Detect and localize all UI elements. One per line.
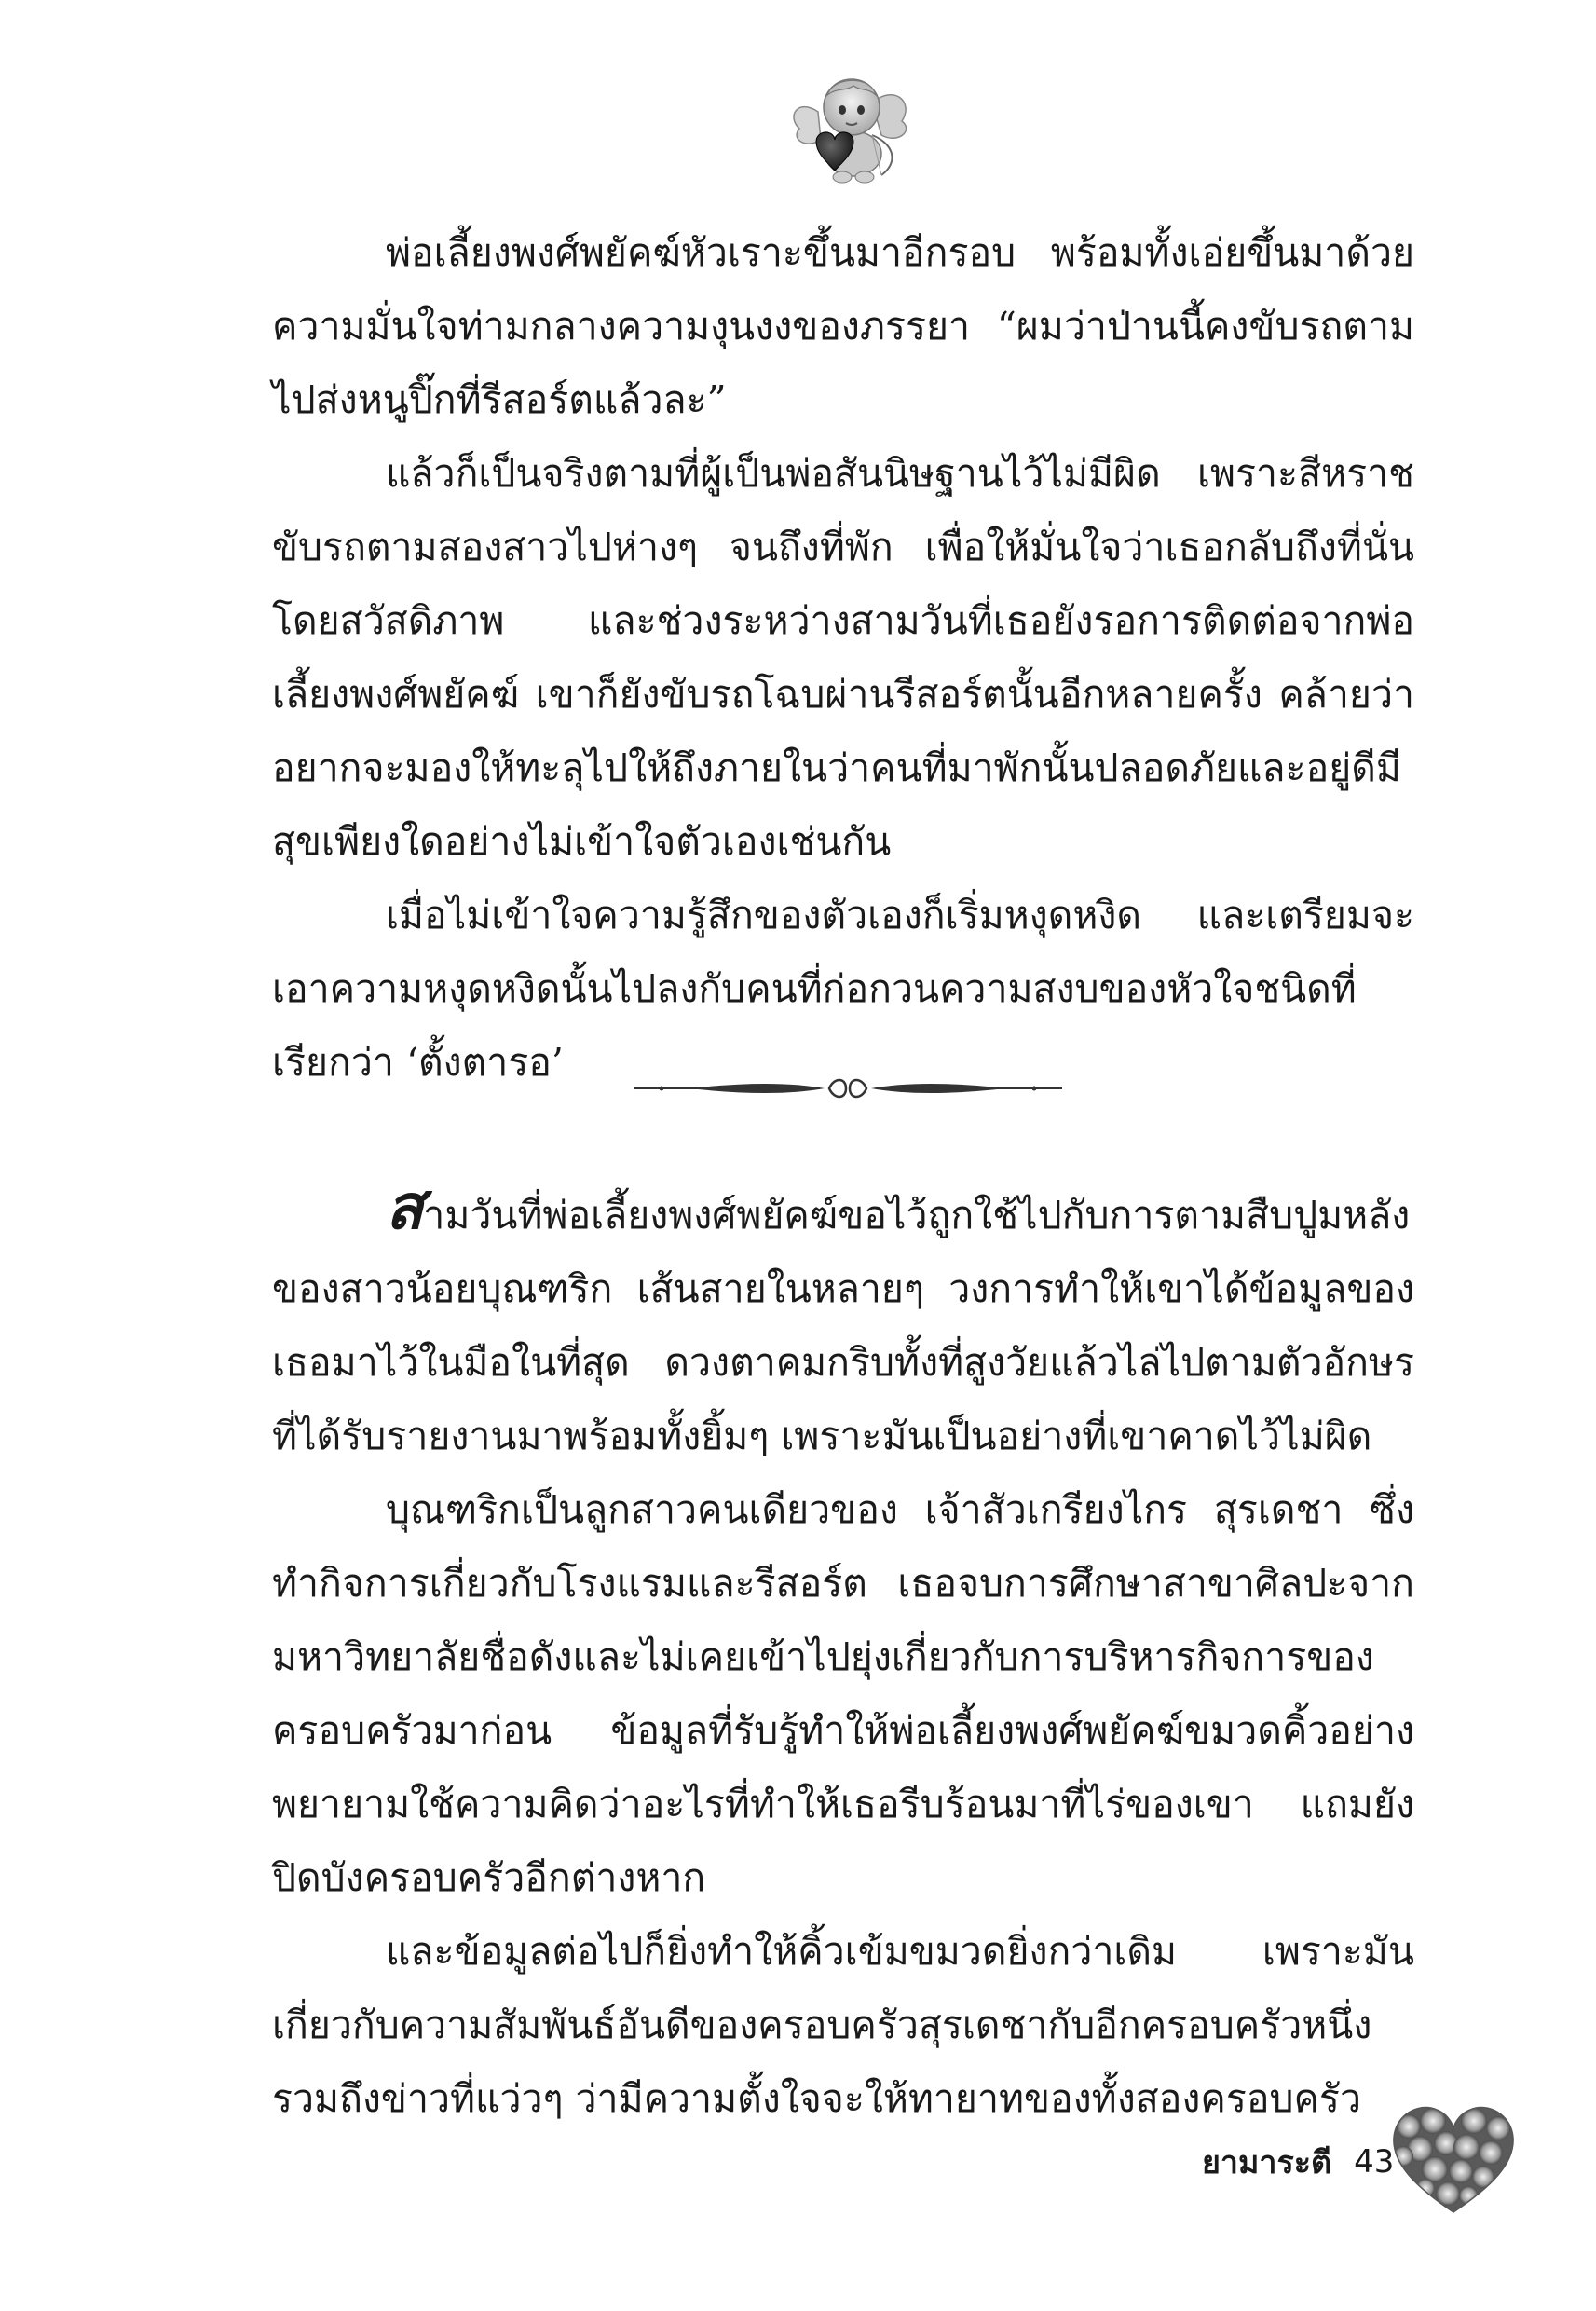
paragraph: พ่อเลี้ยงพงศ์พยัคฆ์หัวเราะขึ้นมาอีกรอบ พร้อมทั้งเอ่ยขึ้นมาด้วยความมั่นใจท่ามกลางความงุนงงของภรรยา “ผมว่าป่านนี้คงขับรถตามไปส่งหนูปิ๊กที่รีสอร์ตแล้วละ” — [272, 230, 1414, 422]
text-section-lower — [272, 1171, 1414, 2136]
page-number: 43 — [1354, 2143, 1395, 2181]
paragraph: เมื่อไม่เข้าใจความรู้สึกของตัวเองก็เริ่มหงุดหงิด และเตรียมจะเอาความหงุดหงิดนั้นไปลงกับคนที่ก่อกวนความสงบของหัวใจชนิดที่เรียกว่า ‘ตั้งตารอ’ — [272, 893, 1414, 1085]
paragraph: และข้อมูลต่อไปก็ยิ่งทำให้คิ้วเข้มขมวดยิ่งกว่าเดิม เพราะมันเกี่ยวกับความสัมพันธ์อันดีของครอบครัวสุรเดชากับอีกครอบครัวหนึ่งรวมถึงข่าวที่แว่วๆ ว่ามีความตั้งใจจะให้ทายาทของทั้งสองครอบครัว — [272, 1929, 1414, 2121]
flower-heart-icon — [1388, 2099, 1519, 2220]
drop-cap: ส — [386, 1171, 424, 1243]
page-footer — [1202, 2134, 1394, 2190]
text-section-upper — [272, 216, 1414, 1100]
paragraph: บุณฑริกเป็นลูกสาวคนเดียวของ เจ้าสัวเกรียงไกร สุรเดชา ซึ่งทำกิจการเกี่ยวกับโรงแรมและรีสอร์ต เธอจบการศึกษาสาขาศิลปะจากมหาวิทยาลัยชื่อดังและไม่เคยเข้าไปยุ่งเกี่ยวกับการบริหารกิจการของครอบครัวมาก่อน ข้อมูลที่รับรู้ทำให้พ่อเลี้ยงพงศ์พยัคฆ์ขมวดคิ้วอย่างพยายามใช้ความคิดว่าอะไรที่ทำให้เธอรีบร้อนมาที่ไร่ของเขา แถมยังปิดบังครอบครัวอีกต่างหาก — [272, 1487, 1414, 1900]
ornamental-divider-icon — [634, 1072, 1062, 1105]
paragraph-with-dropcap — [272, 1171, 1414, 1473]
dropcap-paragraph-text: ามวันที่พ่อเลี้ยงพงศ์พยัคฆ์ขอไว้ถูกใช้ไปกับการตามสืบปูมหลังของสาวน้อยบุณฑริก เส้นสายในหลายๆ วงการทำให้เขาได้ข้อมูลของเธอมาไว้ในมือในที่สุด ดวงตาคมกริบทั้งที่สูงวัยแล้วไล่ไปตามตัวอักษรที่ได้รับรายงานมาพร้อมทั้งยิ้มๆ เพราะมันเป็นอย่างที่เขาคาดไว้ไม่ผิด — [272, 1193, 1414, 1458]
paragraph: แล้วก็เป็นจริงตามที่ผู้เป็นพ่อสันนิษฐานไว้ไม่มีผิด เพราะสีหราชขับรถตามสองสาวไปห่างๆ จนถึงที่พัก เพื่อให้มั่นใจว่าเธอกลับถึงที่นั่นโดยสวัสดิภาพ และช่วงระหว่างสามวันที่เธอยังรอการติดต่อจากพ่อเลี้ยงพงศ์พยัคฆ์ เขาก็ยังขับรถโฉบผ่านรีสอร์ตนั้นอีกหลายครั้ง คล้ายว่าอยากจะมองให้ทะลุไปให้ถึงภายในว่าคนที่มาพักนั้นปลอดภัยและอยู่ดีมีสุขเพียงใดอย่างไม่เข้าใจตัวเองเช่นกัน — [272, 451, 1414, 864]
cupid-with-heart-icon — [779, 65, 919, 186]
book-title: ยามาระตี — [1202, 2144, 1332, 2181]
